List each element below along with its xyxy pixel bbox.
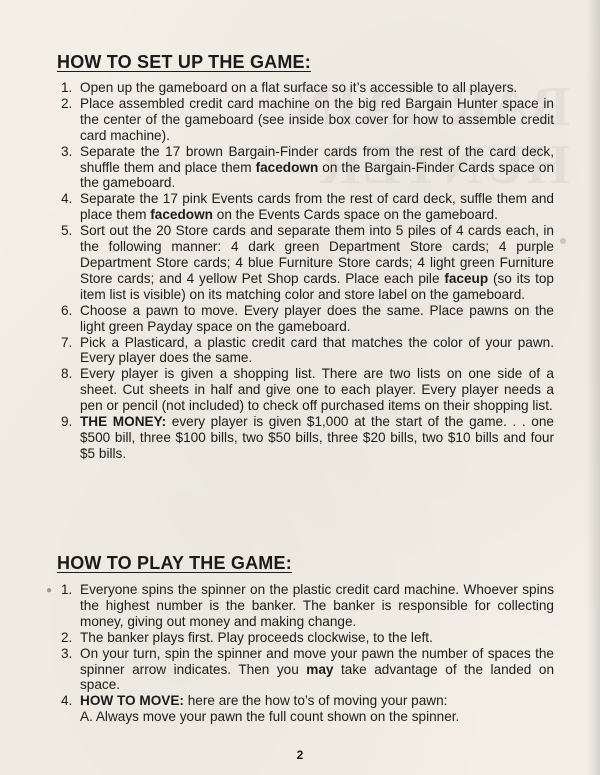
item-text: here are the how to’s of moving your pawn: (183, 693, 448, 709)
list-item (58, 191, 554, 223)
play-heading: HOW TO PLAY THE GAME: (57, 553, 292, 573)
item-text: Pick a Plasticard, a plastic credit card that matches the color of your pawn. Every player does the same. (80, 334, 554, 366)
item-number: 6. (61, 302, 73, 318)
list-item (58, 582, 554, 630)
page-edge-shadow (586, 0, 600, 775)
emphasized-text: may (306, 661, 334, 677)
item-text: The banker plays first. Play proceeds clockwise, to the left. (80, 629, 433, 645)
list-item (58, 646, 554, 694)
list-item (58, 366, 554, 414)
item-text: Place assembled credit card machine on the big red Bargain Hunter space in the center of the gameboard (see inside box cover for how to assemble credit card machine). (80, 95, 554, 143)
item-text: Separate the 17 pink Events cards from the rest of card deck, suffle them and place them (80, 191, 554, 223)
item-number: 3. (61, 143, 73, 159)
play-instructions-list (58, 582, 554, 725)
list-item (58, 223, 554, 303)
item-text: On your turn, spin the spinner and move your pawn the number of spaces the spinner arrow indicates. Then you (80, 645, 554, 677)
item-number: 1. (61, 80, 73, 95)
list-item (58, 96, 554, 144)
item-text: on the Events Cards space on the gameboard. (212, 207, 498, 223)
emphasized-text: facedown (255, 159, 319, 175)
item-text: Separate the 17 brown Bargain-Finder cards from the rest of the card deck, shuffle them and place them (80, 143, 554, 175)
item-number: 1. (61, 582, 73, 597)
setup-heading: HOW TO SET UP THE GAME: (57, 52, 311, 72)
emphasized-text: THE MONEY: (80, 414, 167, 430)
item-number: 4. (61, 693, 73, 709)
list-item (58, 303, 554, 335)
item-text: (so its top item list is visible) on its matching color and store label on the gameboard. (80, 270, 554, 302)
item-number: 5. (61, 223, 73, 239)
item-text: Open up the gameboard on a flat surface so it’s accessible to all players. (80, 80, 518, 95)
item-text: Everyone spins the spinner on the plastic credit card machine. Whoever spins the highest number is the banker. The banker is responsible for collecting money, giving out money and making change. (80, 582, 554, 629)
item-number: 7. (61, 334, 73, 350)
item-number: 8. (61, 366, 73, 382)
item-number: 2. (61, 629, 73, 645)
emphasized-text: facedown (150, 207, 213, 223)
sub-item-text: A. Always move your pawn the full count shown on the spinner. (80, 709, 460, 725)
item-number: 4. (61, 191, 73, 207)
list-item (58, 144, 554, 192)
item-text: take advantage of the landed on space. (80, 661, 554, 693)
item-text: every player is given $1,000 at the start of the game. . . one $500 bill, three $100 bills, two $50 bills, three $20 bills, two $10 bills and four $5 bills. (80, 414, 554, 461)
list-item (58, 630, 554, 646)
emphasized-text: faceup (444, 270, 489, 286)
list-item (58, 693, 554, 709)
list-item (58, 80, 554, 96)
list-item (58, 335, 554, 367)
item-text: Sort out the 20 Store cards and separate them into 5 piles of 4 cards each, in the following manner: 4 dark green Department Store cards; 4 purple Department Store cards; 4 blue Furniture Store cards; 4 light green Furniture Store cards; and 4 yellow Pet Shop cards. Place each pile (80, 223, 554, 286)
margin-mark-icon: ● (46, 585, 53, 596)
item-text: Choose a pawn to move. Every player does the same. Place pawns on the light green Payday space on the gameboard. (80, 302, 554, 334)
emphasized-text: HOW TO MOVE: (80, 693, 184, 709)
item-text: Every player is given a shopping list. There are two lists on one side of a sheet. Cut sheets in half and give one to each player. Every player needs a pen or pencil (not included) to check off purchased items on their shopping list. (80, 366, 554, 414)
paper-stain (560, 238, 566, 244)
sub-item (58, 709, 554, 725)
item-number: 3. (61, 645, 73, 661)
item-text: on the Bargain-Finder Cards space on the gameboard. (80, 159, 555, 191)
item-number: 9. (61, 414, 73, 430)
item-number: 2. (61, 95, 73, 111)
page-number: 2 (296, 748, 304, 762)
setup-instructions-list (58, 80, 554, 462)
list-item (58, 414, 554, 462)
